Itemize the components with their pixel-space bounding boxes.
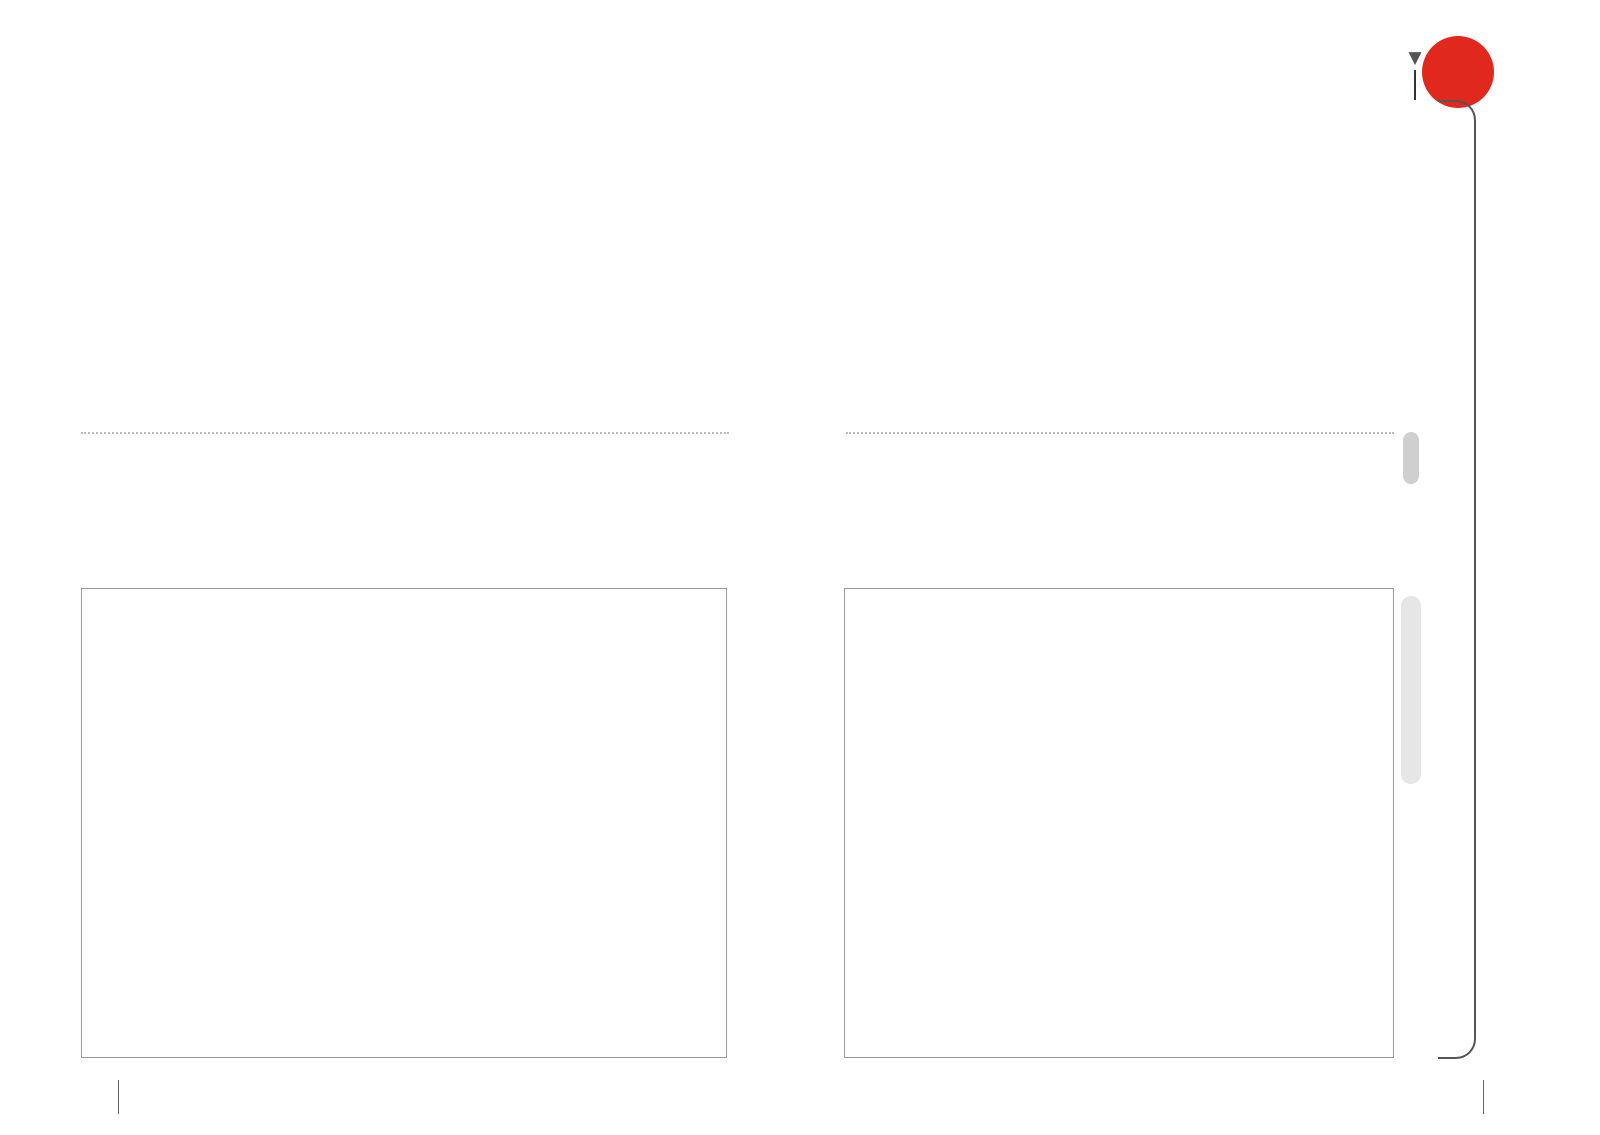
top-left-panel bbox=[81, 36, 729, 556]
footer-rule-right bbox=[1483, 1080, 1484, 1114]
answer-tab bbox=[1403, 432, 1419, 484]
bottom-left-table bbox=[81, 588, 727, 1058]
footer-rule-left bbox=[118, 1080, 119, 1114]
instruction-line bbox=[1414, 70, 1416, 100]
instruction-arrow: ▼ bbox=[1405, 48, 1425, 68]
instruction bbox=[1399, 48, 1431, 102]
dotted-divider-left bbox=[81, 432, 729, 434]
ranking-tab bbox=[1401, 596, 1421, 784]
check-badge bbox=[1422, 36, 1494, 108]
top-right-panel bbox=[844, 36, 1396, 556]
bottom-right-table bbox=[844, 588, 1394, 1058]
dotted-divider-right bbox=[846, 432, 1394, 434]
title-frame bbox=[1438, 100, 1476, 1059]
